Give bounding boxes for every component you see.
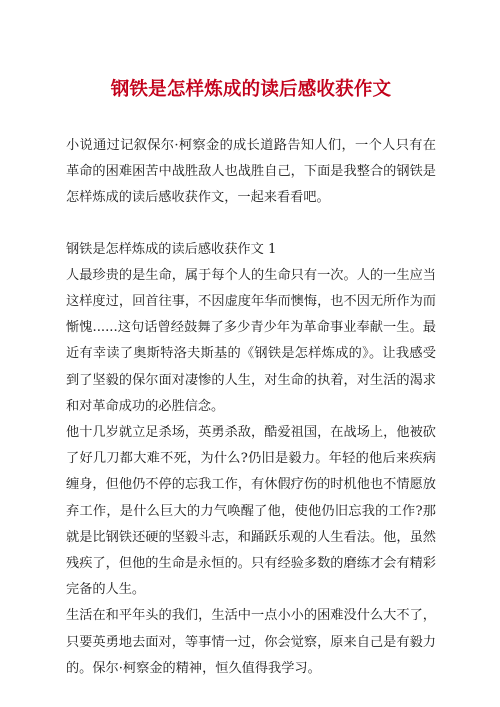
document-title: 钢铁是怎样炼成的读后感收获作文 xyxy=(110,79,392,100)
body-paragraph-2: 他十几岁就立足杀场，英勇杀敌，酷爱祖国，在战场上，他被砍了好几刀都大难不死，为什么?仍旧是毅力。年轻的他后来疾病缠身，但他仍不停的忘我工作，有休假疗伤的时机他也不情愿放弃工作，是什么巨大的力气唤醒了他，使他仍旧忘我的工作?那就是比钢铁还硬的坚毅斗志，和踊跃乐观的人生看法。他，虽然残疾了，但他的生命是永恒的。只有经验多数的磨练才会有精彩完备的人生。 xyxy=(66,425,436,598)
body-paragraph-1: 人最珍贵的是生命，属于每个人的生命只有一次。人的一生应当这样度过，回首往事，不因虚度年华而懊悔，也不因无所作为而惭愧......这句话曾经鼓舞了多少青少年为革命事业奉献一生。最近有幸读了奥斯特洛夫斯基的《钢铁是怎样炼成的》。让我感受到了坚毅的保尔面对凄惨的人生，对生命的执着，对生活的渴求和对革命成功的必胜信念。 xyxy=(66,267,436,414)
body-paragraph-3: 生活在和平年头的我们，生活中一点小小的困难没什么大不了，只要英勇地去面对，等事情一过，你会觉察，原来自己是有毅力的。保尔·柯察金的精神，恒久值得我学习。 xyxy=(66,608,436,676)
intro-paragraph: 小说通过记叙保尔·柯察金的成长道路告知人们，一个人只有在革命的困难困苦中战胜敌人也战胜自己，下面是我整合的钢铁是怎样炼成的读后感收获作文，一起来看看吧。 xyxy=(66,138,436,206)
section-heading: 钢铁是怎样炼成的读后感收获作文 1 xyxy=(66,241,277,257)
